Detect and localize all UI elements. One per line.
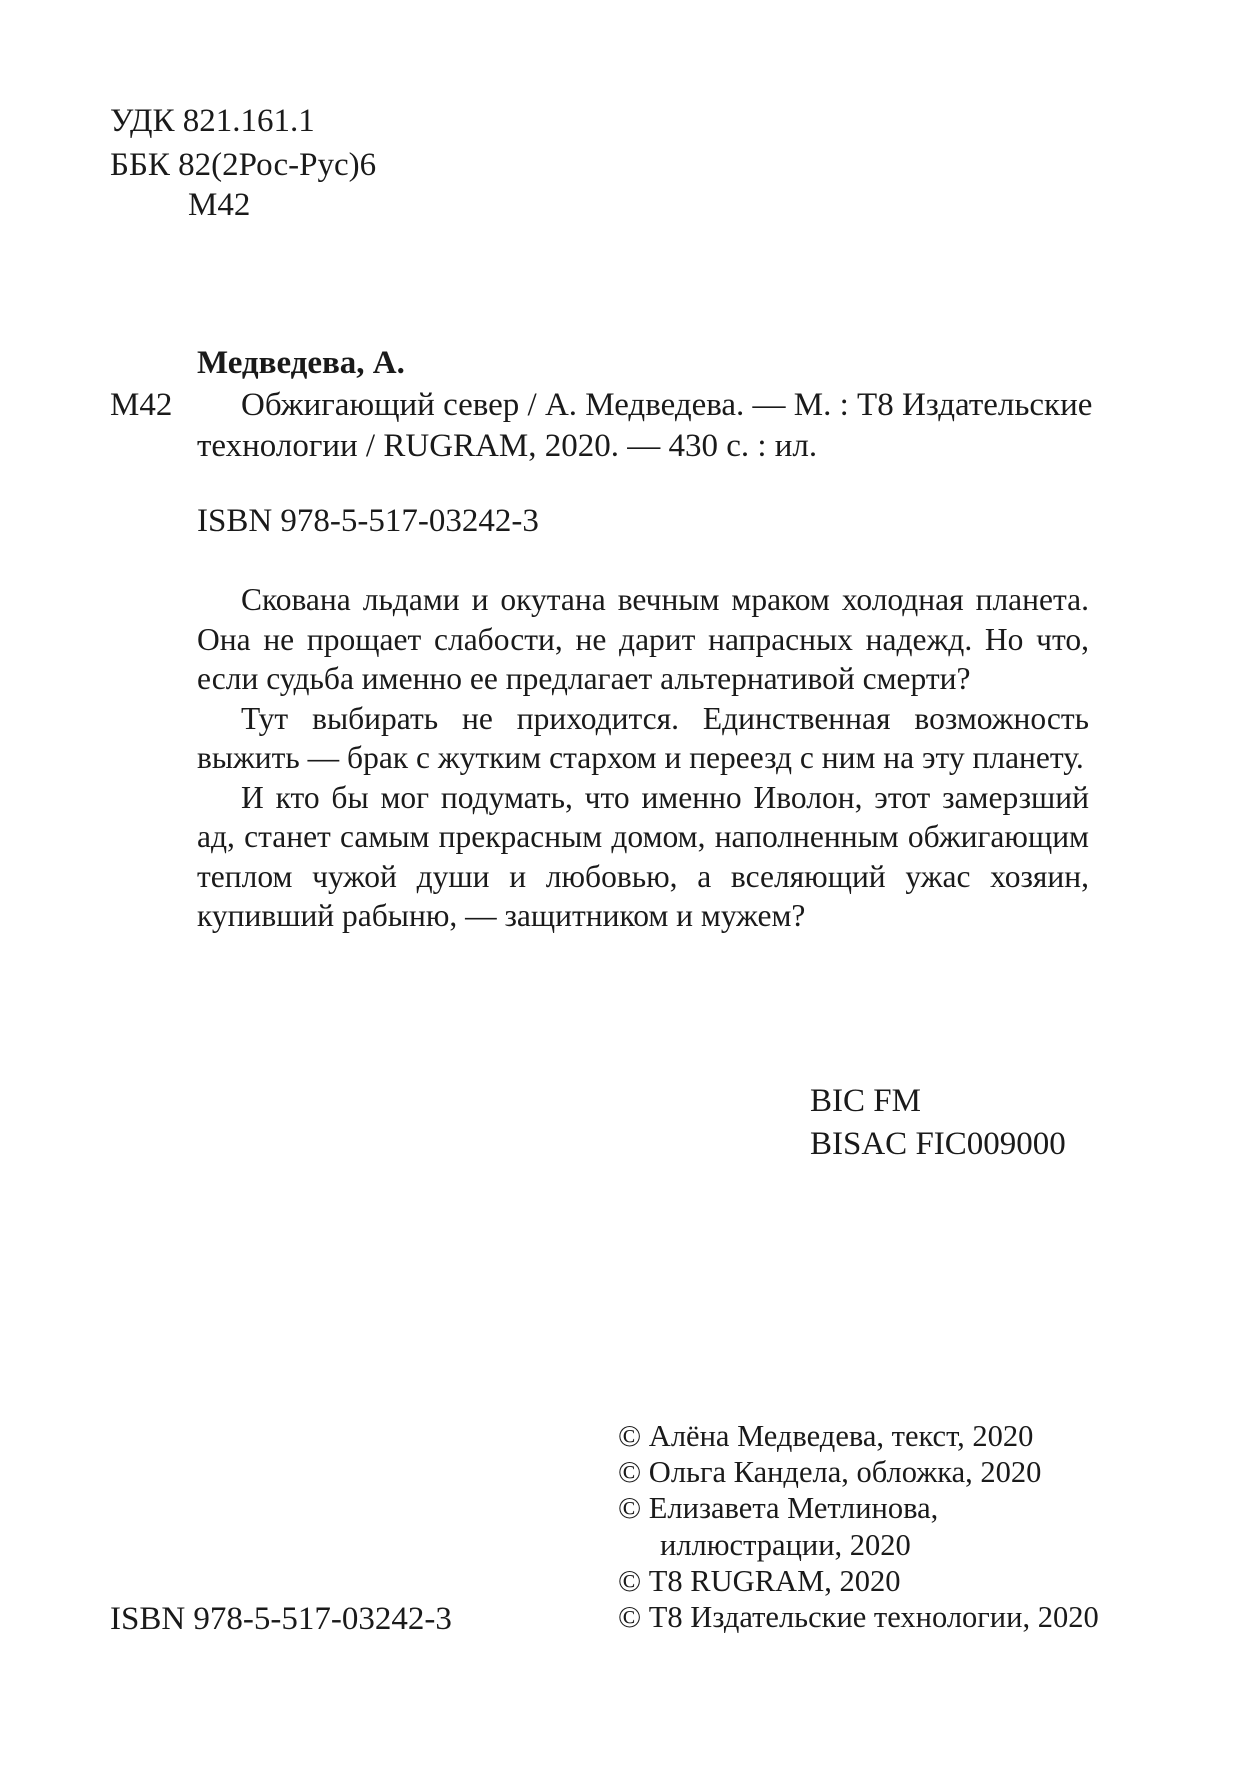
annotation	[197, 580, 1089, 936]
bibliography-line-1: Обжигающий север / А. Медведева. — М. : Т8 Издательские	[241, 387, 1093, 423]
annotation-paragraph: И кто бы мог подумать, что именно Иволон, этот замерзший ад, станет самым прекрасным домом, наполненным обжигающим теплом чужой души и любовью, а вселяющий ужас хозяин, купивший рабыню, — защитником и мужем?	[197, 779, 1089, 933]
copyright-line: © Т8 RUGRAM, 2020	[618, 1563, 901, 1598]
bibliography-line-2: технологии / RUGRAM, 2020. — 430 с. : ил.	[197, 428, 818, 464]
copyright-line: © Алёна Медведева, текст, 2020	[618, 1419, 1034, 1453]
bisac-code: BISAC FIC009000	[810, 1126, 1066, 1162]
copyright-list	[618, 1418, 1099, 1635]
bic-code: BIC FM	[810, 1083, 921, 1119]
bibliography-author: Медведева, А.	[197, 345, 405, 381]
annotation-paragraph: Скована льдами и окутана вечным мраком холодная планета. Она не прощает слабости, не дарит напрасных надежд. Но что, если судьба именно ее предлагает альтернативой смерти?	[197, 582, 1089, 696]
copyright-line: © Т8 Издательские технологии, 2020	[618, 1600, 1099, 1635]
copyright-line: © Елизавета Метлинова,	[618, 1491, 939, 1526]
bibliography-margin-mark: М42	[110, 387, 173, 423]
author-mark: М42	[188, 187, 251, 223]
bibliography-isbn: ISBN 978-5-517-03242-3	[197, 503, 539, 539]
annotation-paragraph: Тут выбирать не приходится. Единственная возможность выжить — брак с жутким стархом и переезд с ним на эту планету.	[197, 700, 1089, 775]
footer-isbn: ISBN 978-5-517-03242-3	[110, 1601, 452, 1637]
copyright-line: © Ольга Кандела, обложка, 2020	[618, 1455, 1042, 1490]
copyright-line: иллюстрации, 2020	[660, 1527, 911, 1562]
bbk-code: ББК 82(2Рос-Рус)6	[110, 147, 377, 183]
udk-code: УДК 821.161.1	[110, 103, 315, 139]
